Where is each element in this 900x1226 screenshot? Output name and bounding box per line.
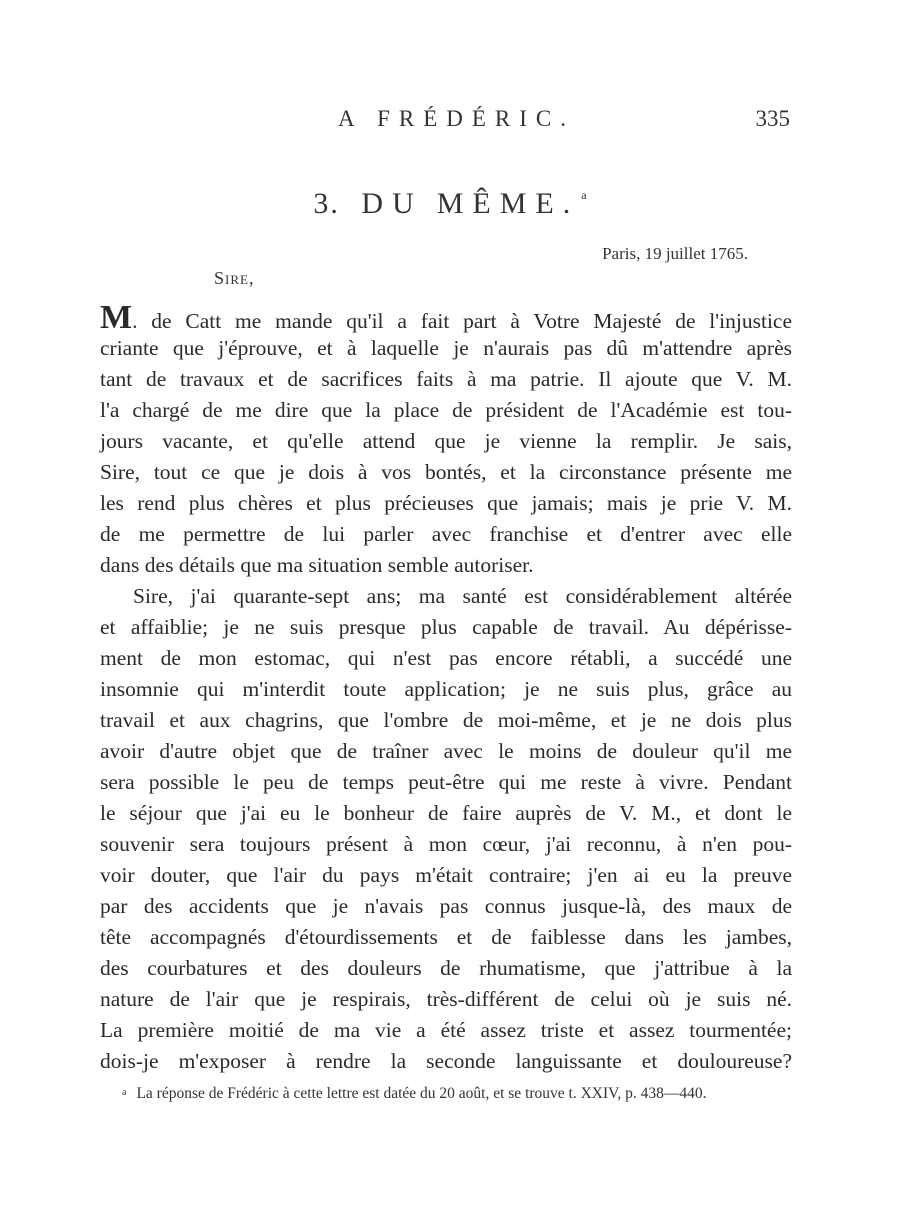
footnote-text: La réponse de Frédéric à cette lettre est datée du 20 août, et se trouve t. XXIV, p. 438—440. [136,1085,707,1102]
drop-cap: M [100,299,133,336]
footnote-reference: a [581,188,587,202]
body-line: La première moitié de ma vie a été assez triste et assez tourmentée; [100,1018,792,1042]
letter-title [0,187,900,221]
letter-body [100,299,792,1077]
body-line: des courbatures et des douleurs de rhumatisme, que j'attribue à la [100,956,792,980]
dateline: Paris, 19 juillet 1765. [602,244,748,263]
body-line [100,299,792,336]
body-line: insomnie qui m'interdit toute application; je ne suis plus, grâce au [100,677,792,701]
body-line: Sire, j'ai quarante-sept ans; ma santé est considérablement altérée [133,584,792,608]
body-line: et affaiblie; je ne suis presque plus capable de travail. Au dépérisse- [100,615,792,639]
body-line: par des accidents que je n'avais pas connus jusque-là, des maux de [100,894,792,918]
body-line: les rend plus chères et plus précieuses que jamais; mais je prie V. M. [100,491,792,515]
body-line: avoir d'autre objet que de traîner avec le moins de douleur qu'il me [100,739,792,763]
body-line-text: . de Catt me mande qu'il a fait part à Votre Majesté de l'injustice [132,309,792,333]
body-line: jours vacante, et qu'elle attend que je vienne la remplir. Je sais, [100,429,792,453]
body-line: le séjour que j'ai eu le bonheur de faire auprès de V. M., et dont le [100,801,792,825]
body-line: souvenir sera toujours présent à mon cœur, j'ai reconnu, à n'en pou- [100,832,792,856]
letter-title-word: DU [361,187,423,220]
body-line: criante que j'éprouve, et à laquelle je n'aurais pas dû m'attendre après [100,336,792,360]
body-line: sera possible le peu de temps peut-être qui me reste à vivre. Pendant [100,770,792,794]
page-number: 335 [755,106,790,131]
body-line: dois-je m'exposer à rendre la seconde languissante et douloureuse? [100,1049,792,1073]
salutation: Sire, [214,268,255,288]
body-line: tant de travaux et de sacrifices faits à ma patrie. Il ajoute que V. M. [100,367,792,391]
body-line: de me permettre de lui parler avec franchise et d'entrer avec elle [100,522,792,546]
body-line: ment de mon estomac, qui n'est pas encore rétabli, a succédé une [100,646,792,670]
body-line: travail et aux chagrins, que l'ombre de moi-même, et je ne dois plus [100,708,792,732]
body-line: tête accompagnés d'étourdissements et de faiblesse dans les jambes, [100,925,792,949]
footnote-marker: a [122,1087,127,1098]
letter-title-word: MÊME. [436,187,580,220]
body-line: l'a chargé de me dire que la place de président de l'Académie est tou- [100,398,792,422]
body-line: dans des détails que ma situation semble autoriser. [100,553,534,577]
letter-number: 3. [313,187,340,220]
body-line: voir douter, que l'air du pays m'était contraire; j'en ai eu la preuve [100,863,792,887]
body-line: nature de l'air que je respirais, très-différent de celui où je suis né. [100,987,792,1011]
footnote [122,1085,706,1103]
body-line: Sire, tout ce que je dois à vos bontés, et la circonstance présente me [100,460,792,484]
running-head: A FRÉDÉRIC. [338,106,576,131]
